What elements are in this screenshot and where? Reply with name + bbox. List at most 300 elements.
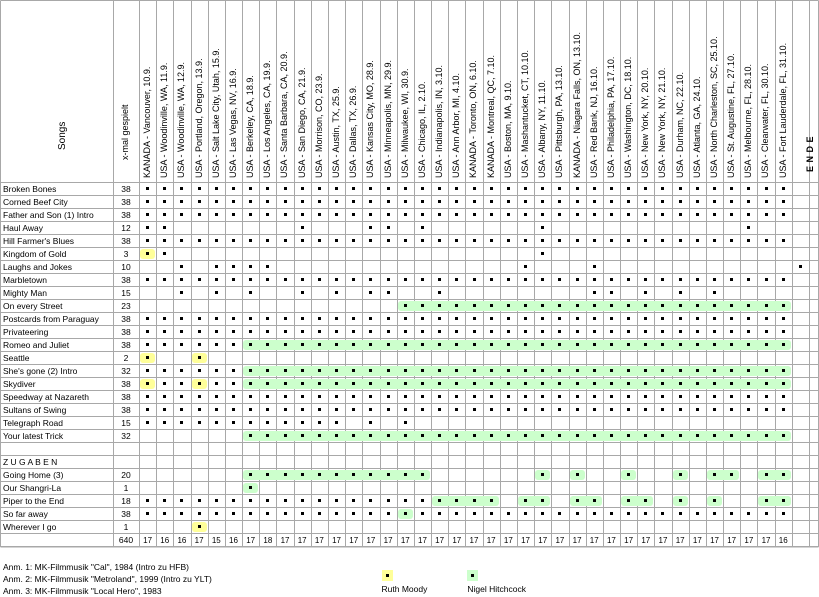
played-marker [747, 343, 750, 346]
played-marker [507, 200, 510, 203]
played-marker [352, 512, 355, 515]
song-title: Skydiver [3, 379, 36, 389]
played-marker [249, 486, 252, 489]
played-marker [198, 278, 201, 281]
played-marker [180, 343, 183, 346]
played-marker [301, 226, 304, 229]
played-marker [627, 408, 630, 411]
played-marker [198, 330, 201, 333]
played-marker [558, 304, 561, 307]
played-marker [576, 213, 579, 216]
played-marker [249, 239, 252, 242]
play-count: 1 [123, 522, 129, 532]
played-marker [180, 187, 183, 190]
played-marker [507, 408, 510, 411]
played-marker [249, 512, 252, 515]
songs-per-show: 17 [538, 536, 548, 545]
played-marker [387, 200, 390, 203]
played-marker [404, 213, 407, 216]
concert-header: USA - Washington, DC, 18.10. [623, 56, 634, 178]
concert-header: USA - Morrison, CO, 23.9. [313, 73, 324, 178]
played-marker [163, 252, 166, 255]
played-marker [455, 304, 458, 307]
played-marker [541, 512, 544, 515]
played-marker [266, 265, 269, 268]
played-marker [558, 408, 561, 411]
played-marker [610, 343, 613, 346]
played-marker [352, 330, 355, 333]
songs-per-show: 17 [624, 536, 634, 545]
concert-header: USA - Salt Lake City, Utah, 15.9. [210, 48, 221, 178]
played-marker [369, 473, 372, 476]
played-marker [558, 278, 561, 281]
section-label: Z U G A B E N [3, 457, 58, 467]
played-marker [352, 213, 355, 216]
songs-per-show: 17 [297, 536, 307, 545]
played-marker [593, 187, 596, 190]
played-marker [404, 421, 407, 424]
play-count: 1 [123, 483, 129, 493]
played-marker [473, 395, 476, 398]
played-marker [266, 499, 269, 502]
concert-header: USA - Red Bank, NJ, 16.10. [588, 66, 599, 178]
concert-header: USA - Woodinville, WA, 12.9. [176, 61, 187, 178]
played-marker [593, 291, 596, 294]
played-marker [713, 239, 716, 242]
played-marker [490, 395, 493, 398]
played-marker [215, 395, 218, 398]
played-marker [232, 239, 235, 242]
played-marker [541, 200, 544, 203]
played-marker [163, 512, 166, 515]
songs-per-show: 17 [606, 536, 616, 545]
played-marker [180, 278, 183, 281]
played-marker [198, 317, 201, 320]
played-marker [146, 395, 149, 398]
played-marker [576, 239, 579, 242]
played-marker [610, 304, 613, 307]
played-marker [747, 395, 750, 398]
played-marker [335, 512, 338, 515]
played-marker [558, 369, 561, 372]
played-marker [730, 369, 733, 372]
played-marker [301, 395, 304, 398]
played-marker [438, 343, 441, 346]
played-marker [593, 317, 596, 320]
songs-per-show: 17 [692, 536, 702, 545]
played-marker [473, 239, 476, 242]
played-marker [266, 421, 269, 424]
played-marker [266, 187, 269, 190]
played-marker [421, 499, 424, 502]
played-marker [301, 512, 304, 515]
played-marker [163, 499, 166, 502]
played-marker [249, 382, 252, 385]
played-marker [163, 213, 166, 216]
played-marker [541, 252, 544, 255]
songs-per-show: 17 [555, 536, 565, 545]
concert-header: USA - New York, NY, 20.10. [640, 67, 651, 178]
played-marker [369, 239, 372, 242]
played-marker [455, 369, 458, 372]
played-marker [404, 317, 407, 320]
played-marker [455, 278, 458, 281]
played-marker [576, 304, 579, 307]
song-title: Our Shangri-La [3, 483, 62, 493]
played-marker [765, 187, 768, 190]
played-marker [387, 434, 390, 437]
played-marker [696, 317, 699, 320]
played-marker [421, 187, 424, 190]
played-marker [284, 408, 287, 411]
played-marker [266, 200, 269, 203]
played-marker [387, 213, 390, 216]
songs-per-show: 17 [658, 536, 668, 545]
played-marker [576, 434, 579, 437]
played-marker [146, 239, 149, 242]
played-marker [782, 213, 785, 216]
played-marker [661, 369, 664, 372]
played-marker [215, 369, 218, 372]
played-marker [369, 512, 372, 515]
played-marker [490, 278, 493, 281]
played-marker [301, 473, 304, 476]
played-marker [284, 473, 287, 476]
played-marker [301, 369, 304, 372]
played-marker [369, 421, 372, 424]
played-marker [266, 512, 269, 515]
played-marker [198, 239, 201, 242]
played-marker [490, 369, 493, 372]
played-marker [215, 408, 218, 411]
played-marker [369, 369, 372, 372]
played-marker [215, 291, 218, 294]
played-marker [232, 200, 235, 203]
played-marker [593, 369, 596, 372]
played-marker [198, 213, 201, 216]
played-marker [576, 343, 579, 346]
played-marker [163, 395, 166, 398]
concert-header: USA - New York, NY, 21.10. [657, 67, 668, 178]
played-marker [301, 330, 304, 333]
played-marker [215, 187, 218, 190]
played-marker [490, 304, 493, 307]
played-marker [404, 512, 407, 515]
played-marker [387, 291, 390, 294]
played-marker [369, 434, 372, 437]
played-marker [249, 434, 252, 437]
played-marker [163, 382, 166, 385]
concert-header: USA - Mashantucket, CT, 10.10. [519, 49, 530, 178]
played-marker [421, 343, 424, 346]
played-marker [318, 512, 321, 515]
played-marker [490, 317, 493, 320]
played-marker [301, 278, 304, 281]
played-marker [404, 369, 407, 372]
played-marker [610, 512, 613, 515]
played-marker [249, 278, 252, 281]
played-marker [369, 226, 372, 229]
played-marker [679, 304, 682, 307]
played-marker [696, 434, 699, 437]
played-marker [284, 200, 287, 203]
played-marker [679, 512, 682, 515]
played-marker [782, 239, 785, 242]
played-marker [713, 382, 716, 385]
played-marker [679, 330, 682, 333]
songs-per-show: 17 [194, 536, 204, 545]
played-marker [421, 239, 424, 242]
played-marker [318, 317, 321, 320]
played-marker [438, 434, 441, 437]
played-marker [644, 187, 647, 190]
played-marker [249, 473, 252, 476]
played-marker [558, 213, 561, 216]
play-count: 38 [121, 340, 131, 350]
played-marker [696, 213, 699, 216]
played-marker [335, 473, 338, 476]
concert-header: USA - Boston, MA, 9.10. [502, 80, 513, 178]
played-marker [404, 187, 407, 190]
played-marker [180, 369, 183, 372]
played-marker [713, 278, 716, 281]
played-marker [524, 317, 527, 320]
played-marker [644, 408, 647, 411]
played-marker [558, 317, 561, 320]
played-marker [163, 187, 166, 190]
played-marker [782, 434, 785, 437]
played-marker [473, 304, 476, 307]
played-marker [318, 408, 321, 411]
played-marker [713, 434, 716, 437]
played-marker [782, 499, 785, 502]
played-marker [765, 395, 768, 398]
played-marker [627, 382, 630, 385]
played-marker [490, 382, 493, 385]
played-marker [679, 382, 682, 385]
played-marker [507, 213, 510, 216]
played-marker [524, 213, 527, 216]
played-marker [661, 343, 664, 346]
played-marker [404, 304, 407, 307]
played-marker [335, 369, 338, 372]
played-marker [765, 343, 768, 346]
played-marker [146, 252, 149, 255]
played-marker [713, 499, 716, 502]
played-marker [215, 265, 218, 268]
played-marker [747, 278, 750, 281]
play-count: 20 [121, 470, 131, 480]
play-count: 38 [121, 275, 131, 285]
played-marker [369, 408, 372, 411]
played-marker [438, 278, 441, 281]
played-marker [232, 408, 235, 411]
played-marker [747, 226, 750, 229]
played-marker [782, 343, 785, 346]
songs-per-show: 17 [246, 536, 256, 545]
played-marker [679, 369, 682, 372]
played-marker [524, 434, 527, 437]
played-marker [507, 395, 510, 398]
played-marker [438, 382, 441, 385]
played-marker [369, 382, 372, 385]
played-marker [593, 343, 596, 346]
played-marker [301, 239, 304, 242]
played-marker [284, 382, 287, 385]
played-marker [558, 187, 561, 190]
played-marker [473, 317, 476, 320]
played-marker [679, 499, 682, 502]
songs-per-show: 17 [761, 536, 771, 545]
played-marker [180, 200, 183, 203]
played-marker [576, 408, 579, 411]
played-marker [765, 330, 768, 333]
played-marker [318, 213, 321, 216]
played-marker [713, 291, 716, 294]
played-marker [644, 291, 647, 294]
played-marker [696, 278, 699, 281]
played-marker [627, 317, 630, 320]
played-marker [507, 369, 510, 372]
played-marker [661, 200, 664, 203]
played-marker [782, 330, 785, 333]
played-marker [232, 369, 235, 372]
played-marker [730, 408, 733, 411]
songs-per-show: 17 [727, 536, 737, 545]
played-marker [610, 317, 613, 320]
played-marker [713, 317, 716, 320]
played-marker [576, 499, 579, 502]
played-marker [284, 213, 287, 216]
songs-per-show: 17 [383, 536, 393, 545]
played-marker [163, 343, 166, 346]
song-title: Speedway at Nazareth [3, 392, 89, 402]
play-count: 32 [121, 431, 131, 441]
played-marker [661, 434, 664, 437]
played-marker [541, 499, 544, 502]
concert-header: USA - Berkeley, CA, 18.9. [245, 75, 256, 178]
concert-header: USA - Santa Barbara, CA, 20.9. [279, 51, 290, 178]
played-marker [284, 369, 287, 372]
played-marker [524, 239, 527, 242]
played-marker [765, 434, 768, 437]
played-marker [524, 304, 527, 307]
played-marker [369, 317, 372, 320]
played-marker [163, 330, 166, 333]
played-marker [524, 395, 527, 398]
played-marker [318, 473, 321, 476]
played-marker [455, 343, 458, 346]
played-marker [146, 369, 149, 372]
play-count: 15 [121, 418, 131, 428]
played-marker [438, 304, 441, 307]
played-marker [352, 200, 355, 203]
played-marker [369, 499, 372, 502]
concert-header: KANADA - Toronto, ON, 6.10. [468, 60, 479, 178]
songs-per-show: 17 [503, 536, 513, 545]
played-marker [593, 382, 596, 385]
nigel-highlight [758, 470, 790, 480]
played-marker [558, 343, 561, 346]
played-marker [541, 369, 544, 372]
played-marker [266, 369, 269, 372]
play-count: 38 [121, 392, 131, 402]
played-marker [455, 382, 458, 385]
played-marker [232, 343, 235, 346]
played-marker [301, 213, 304, 216]
played-marker [232, 512, 235, 515]
played-marker [455, 239, 458, 242]
played-marker [661, 382, 664, 385]
played-marker [404, 343, 407, 346]
played-marker [473, 408, 476, 411]
played-marker [232, 382, 235, 385]
played-marker [765, 512, 768, 515]
played-marker [266, 330, 269, 333]
played-marker [473, 434, 476, 437]
played-marker [163, 408, 166, 411]
played-marker [558, 239, 561, 242]
played-marker [541, 239, 544, 242]
played-marker [369, 213, 372, 216]
played-marker [747, 187, 750, 190]
played-marker [404, 434, 407, 437]
played-marker [661, 408, 664, 411]
played-marker [627, 200, 630, 203]
played-marker [266, 239, 269, 242]
played-marker [730, 200, 733, 203]
played-marker [507, 512, 510, 515]
concert-header: USA - St. Augustine, FL, 27.10. [726, 53, 737, 178]
played-marker [249, 213, 252, 216]
played-marker [593, 499, 596, 502]
played-marker [318, 369, 321, 372]
played-marker [541, 382, 544, 385]
play-count: 38 [121, 509, 131, 519]
played-marker [730, 278, 733, 281]
played-marker [765, 408, 768, 411]
concert-header: USA - North Charleston, SC, 25.10. [708, 36, 719, 178]
concert-header: USA - Indianapolis, IN, 3.10. [434, 64, 445, 178]
played-marker [335, 317, 338, 320]
song-title: Going Home (3) [3, 470, 64, 480]
played-marker [180, 421, 183, 424]
played-marker [644, 434, 647, 437]
played-marker [404, 239, 407, 242]
played-marker [747, 304, 750, 307]
played-marker [679, 200, 682, 203]
played-marker [713, 512, 716, 515]
played-marker [765, 382, 768, 385]
played-marker [438, 330, 441, 333]
play-count: 38 [121, 405, 131, 415]
played-marker [696, 408, 699, 411]
played-marker [627, 512, 630, 515]
played-marker [266, 395, 269, 398]
song-title: So far away [3, 509, 48, 519]
play-count: 2 [123, 353, 129, 363]
played-marker [318, 239, 321, 242]
played-marker [490, 499, 493, 502]
played-marker [352, 239, 355, 242]
played-marker [369, 278, 372, 281]
played-marker [490, 239, 493, 242]
played-marker [335, 408, 338, 411]
played-marker [782, 278, 785, 281]
played-marker [387, 239, 390, 242]
played-marker [473, 343, 476, 346]
legend-marker [386, 574, 389, 577]
